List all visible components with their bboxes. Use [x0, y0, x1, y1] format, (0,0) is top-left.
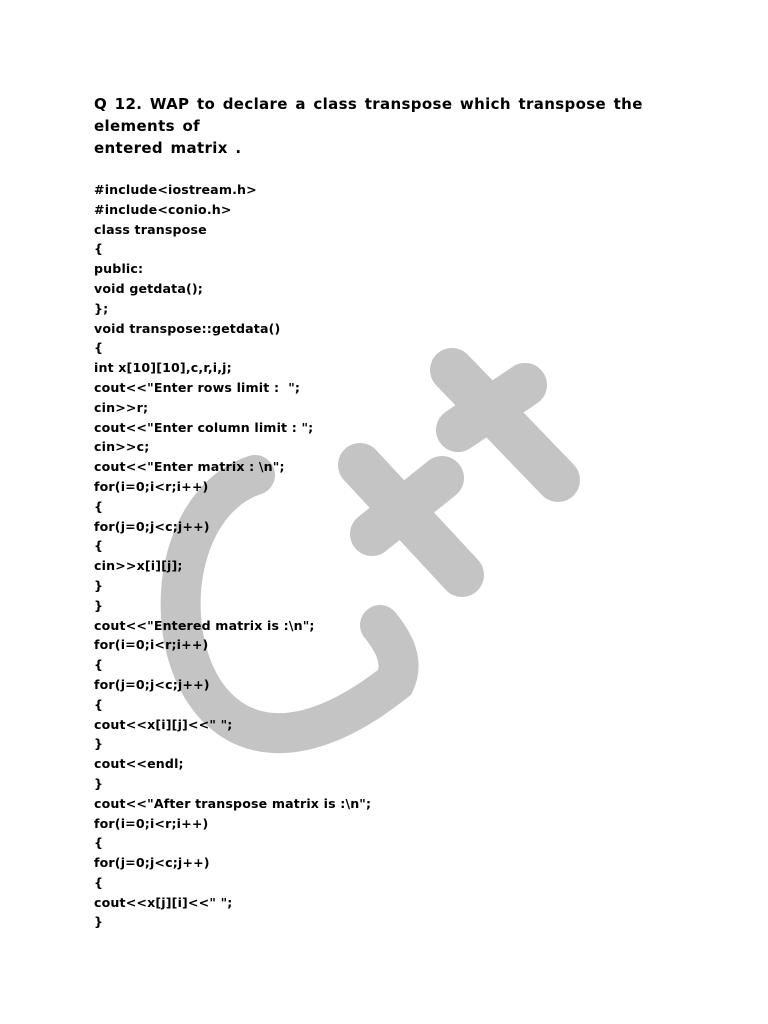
code-line: }: [94, 597, 104, 613]
code-line: cout<<"Enter matrix : \n";: [94, 459, 285, 475]
code-line: for(j=0;j<c;j++): [94, 518, 210, 534]
code-line: };: [94, 300, 109, 316]
code-line: for(i=0;i<r;i++): [94, 478, 209, 494]
code-line: void getdata();: [94, 280, 203, 296]
question-heading: [94, 93, 694, 159]
code-line: for(j=0;j<c;j++): [94, 676, 210, 692]
code-line: cin>>c;: [94, 439, 150, 455]
code-line: {: [94, 498, 104, 514]
question-line-2: entered matrix .: [94, 139, 242, 157]
code-line: {: [94, 538, 104, 554]
document-content: [94, 93, 694, 932]
code-line: }: [94, 577, 104, 593]
code-line: cout<<endl;: [94, 756, 184, 772]
code-line: cin>>r;: [94, 399, 149, 415]
code-line: cout<<x[j][i]<<" ";: [94, 894, 233, 910]
code-line: for(i=0;i<r;i++): [94, 637, 209, 653]
code-line: {: [94, 874, 104, 890]
code-line: }: [94, 775, 104, 791]
code-line: {: [94, 835, 104, 851]
code-line: {: [94, 657, 104, 673]
code-line: cout<<"Entered matrix is :\n";: [94, 617, 315, 633]
code-line: }: [94, 736, 104, 752]
code-line: #include<conio.h>: [94, 201, 232, 217]
code-line: cout<<"Enter rows limit : ";: [94, 379, 301, 395]
code-line: {: [94, 241, 104, 257]
code-line: cout<<"After transpose matrix is :\n";: [94, 795, 372, 811]
code-line: {: [94, 696, 104, 712]
code-line: void transpose::getdata(): [94, 320, 281, 336]
code-line: }: [94, 914, 104, 930]
code-listing: [94, 180, 694, 932]
code-line: cin>>x[i][j];: [94, 558, 183, 574]
code-line: for(i=0;i<r;i++): [94, 815, 209, 831]
code-line: cout<<"Enter column limit : ";: [94, 419, 314, 435]
code-line: #include<iostream.h>: [94, 182, 257, 197]
code-line: for(j=0;j<c;j++): [94, 855, 210, 871]
code-line: int x[10][10],c,r,i,j;: [94, 360, 232, 376]
code-line: cout<<x[i][j]<<" ";: [94, 716, 233, 732]
code-line: {: [94, 340, 104, 356]
code-line: class transpose: [94, 221, 207, 237]
code-line: public:: [94, 261, 144, 277]
question-line-1: Q 12. WAP to declare a class transpose which transpose the elements of: [94, 95, 643, 135]
